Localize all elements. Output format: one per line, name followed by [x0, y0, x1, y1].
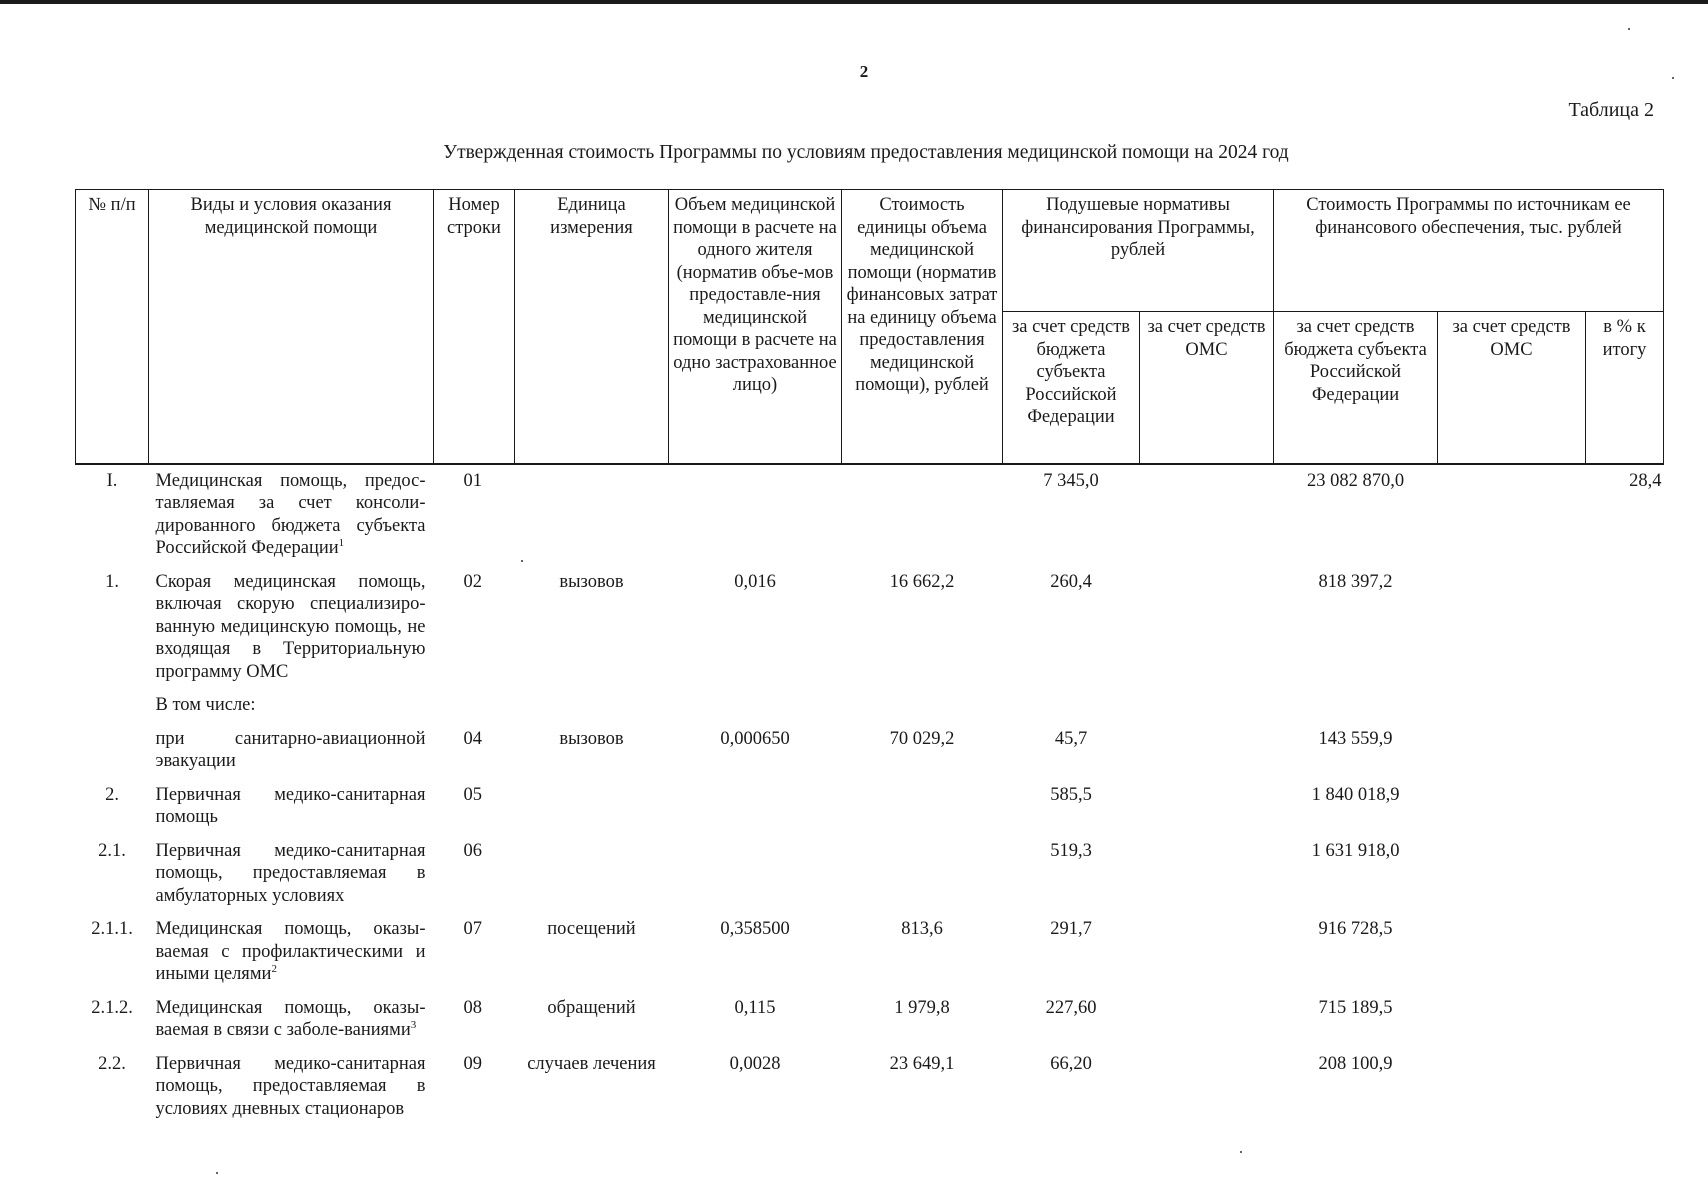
row-total-budget-text: 715 189,5: [1318, 997, 1393, 1018]
row-name: [149, 779, 434, 835]
row-num: [76, 1048, 149, 1127]
row-total-budget: [1274, 779, 1438, 835]
row-volume: [669, 723, 842, 779]
row-percap-budget-text: 519,3: [1050, 840, 1092, 861]
row-num: [76, 689, 149, 723]
row-unit-cost: [842, 566, 1003, 690]
row-volume: [669, 835, 842, 914]
row-unit-cost: [842, 913, 1003, 992]
row-percap-budget-text: 227,60: [1045, 997, 1097, 1018]
row-unit-cost: [842, 835, 1003, 914]
row-percap-budget: [1003, 723, 1140, 779]
row-unit-text: вызовов: [559, 571, 624, 592]
table-label: Таблица 2: [1568, 99, 1654, 121]
row-total-oms: [1438, 689, 1586, 723]
row-num-text: 2.: [105, 784, 119, 805]
row-percap-budget: [1003, 992, 1140, 1048]
row-name: [149, 913, 434, 992]
row-total-budget-text: 208 100,9: [1318, 1053, 1393, 1074]
row-name-text: Скорая медицинская помощь, включая скорую специализиро-ванную медицинскую помощь, не входящая в Территориальную программу ОМС: [155, 571, 426, 682]
row-line-number-text: 05: [463, 784, 482, 805]
row-percap-oms: [1140, 779, 1274, 835]
header-volume: Объем медицинской помощи в расчете на одного жителя (норматив объе-мов предоставле-ния медицинской помощи в расчете на одно застрахованное лицо): [669, 190, 842, 464]
row-num-text: 2.1.1.: [91, 919, 133, 939]
row-percap-budget-text: 291,7: [1050, 919, 1092, 939]
row-unit-cost-text: 23 649,1: [889, 1053, 955, 1074]
row-line-number: [434, 464, 515, 566]
row-line-number-text: 02: [463, 571, 482, 592]
row-line-number: [434, 689, 515, 723]
row-num: [76, 835, 149, 914]
row-total-pct-text: 28,4: [1629, 470, 1662, 491]
row-percap-budget: [1003, 689, 1140, 723]
row-total-oms: [1438, 464, 1586, 566]
row-percap-budget: [1003, 913, 1140, 992]
header-total-budget: за счет средств бюджета субъекта Российской Федерации: [1274, 312, 1438, 464]
header-unit: Единица измерения: [515, 190, 669, 464]
row-volume: [669, 992, 842, 1048]
row-total-budget: [1274, 566, 1438, 690]
row-volume-text: 0,115: [734, 997, 776, 1018]
row-name: [149, 566, 434, 690]
row-total-oms: [1438, 779, 1586, 835]
row-unit-text: вызовов: [559, 728, 624, 749]
row-volume: [669, 913, 842, 992]
table-row: [76, 992, 1664, 1048]
row-percap-oms: [1140, 913, 1274, 992]
row-name-text: В том числе:: [155, 695, 256, 715]
row-total-budget-text: 23 082 870,0: [1306, 470, 1405, 491]
row-name-text: Медицинская помощь, оказы-ваемая в связи с заболе-ваниями: [155, 997, 426, 1040]
row-total-oms: [1438, 835, 1586, 914]
table-row: [76, 689, 1664, 723]
row-name: [149, 689, 434, 723]
table-row: [76, 566, 1664, 690]
row-volume: [669, 779, 842, 835]
row-total-oms: [1438, 992, 1586, 1048]
row-line-number: [434, 992, 515, 1048]
top-border: [0, 0, 1708, 4]
row-total-budget-text: 1 631 918,0: [1311, 840, 1400, 861]
row-unit: [515, 723, 669, 779]
row-percap-oms: [1140, 464, 1274, 566]
row-name-text: Первичная медико-санитарная помощь: [155, 784, 426, 827]
header-cost: Стоимость единицы объема медицинской помощи (норматив финансовых затрат на единицу объема предоставления медицинской помощи), рублей: [842, 190, 1003, 464]
row-line-number: [434, 779, 515, 835]
row-unit-cost: [842, 1048, 1003, 1127]
row-percap-budget-text: 260,4: [1050, 571, 1092, 592]
header-percap-group: Подушевые нормативы финансирования Программы, рублей: [1003, 190, 1274, 312]
row-unit: [515, 689, 669, 723]
row-total-budget: [1274, 723, 1438, 779]
row-num: [76, 566, 149, 690]
row-name-text: Медицинская помощь, оказы-ваемая с профилактическими и иными целями: [155, 919, 426, 984]
row-total-pct: [1586, 566, 1664, 690]
row-total-pct: [1586, 689, 1664, 723]
table-row: [76, 464, 1664, 566]
row-volume: [669, 464, 842, 566]
row-unit: [515, 779, 669, 835]
table-body: [76, 464, 1664, 1127]
row-num-text: 2.2.: [98, 1053, 126, 1074]
row-total-oms: [1438, 723, 1586, 779]
row-unit-text: случаев лечения: [527, 1053, 656, 1074]
row-total-budget: [1274, 913, 1438, 992]
row-unit-cost: [842, 723, 1003, 779]
table-row: [76, 779, 1664, 835]
document-title: Утвержденная стоимость Программы по условиям предоставления медицинской помощи на 2024 год: [443, 142, 1289, 163]
header-total-oms: за счет средств ОМС: [1438, 312, 1586, 464]
row-percap-oms: [1140, 1048, 1274, 1127]
table-row: [76, 913, 1664, 992]
row-total-pct: [1586, 723, 1664, 779]
row-unit: [515, 992, 669, 1048]
row-volume-text: 0,000650: [720, 728, 790, 749]
row-num-text: 1.: [105, 571, 119, 592]
row-percap-budget: [1003, 464, 1140, 566]
header-percap-budget: за счет средств бюджета субъекта Российской Федерации: [1003, 312, 1140, 464]
row-unit-text: обращений: [547, 997, 636, 1018]
row-line-number: [434, 913, 515, 992]
row-line-number: [434, 566, 515, 690]
row-percap-budget-text: 45,7: [1054, 728, 1088, 749]
row-percap-oms: [1140, 835, 1274, 914]
row-unit: [515, 1048, 669, 1127]
row-total-oms: [1438, 1048, 1586, 1127]
row-percap-budget: [1003, 779, 1140, 835]
row-total-pct: [1586, 835, 1664, 914]
row-unit-cost-text: 16 662,2: [889, 571, 955, 592]
row-total-pct: [1586, 464, 1664, 566]
table-row: [76, 1048, 1664, 1127]
row-line-number-text: 08: [463, 997, 482, 1018]
row-total-pct: [1586, 779, 1664, 835]
row-name-text: Медицинская помощь, предос-тавляемая за счет консоли-дированного бюджета субъекта Российской Федерации: [155, 470, 426, 558]
row-total-oms: [1438, 566, 1586, 690]
row-percap-oms: [1140, 566, 1274, 690]
header-kind: Виды и условия оказания медицинской помощи: [149, 190, 434, 464]
row-total-budget: [1274, 992, 1438, 1048]
row-line-number-text: 07: [463, 919, 482, 939]
row-total-budget-text: 1 840 018,9: [1311, 784, 1400, 805]
table-row: [76, 835, 1664, 914]
row-name-text: Первичная медико-санитарная помощь, предоставляемая в амбулаторных условиях: [155, 840, 426, 906]
row-total-pct: [1586, 1048, 1664, 1127]
row-unit-cost: [842, 779, 1003, 835]
row-line-number-text: 09: [463, 1053, 482, 1074]
row-total-budget-text: 818 397,2: [1318, 571, 1393, 592]
row-unit-cost: [842, 464, 1003, 566]
row-total-budget: [1274, 1048, 1438, 1127]
row-num: [76, 464, 149, 566]
header-total-group: Стоимость Программы по источникам ее финансового обеспечения, тыс. рублей: [1274, 190, 1664, 312]
row-name: [149, 464, 434, 566]
scan-speck: [1672, 77, 1674, 79]
row-name-text: при санитарно-авиационной эвакуации: [155, 728, 426, 771]
footnote-marker: 3: [410, 1019, 417, 1031]
row-percap-budget-text: 66,20: [1050, 1053, 1092, 1074]
row-num: [76, 913, 149, 992]
row-num-text: I.: [106, 470, 118, 491]
header-total-pct: в % к итогу: [1586, 312, 1664, 464]
table-row: [76, 723, 1664, 779]
row-percap-budget-text: 585,5: [1050, 784, 1092, 805]
row-name: [149, 992, 434, 1048]
scan-speck: [521, 560, 523, 562]
row-name: [149, 723, 434, 779]
scan-speck: [216, 1172, 218, 1174]
table-header: [76, 190, 1664, 464]
row-volume: [669, 566, 842, 690]
row-unit-cost: [842, 992, 1003, 1048]
row-total-budget: [1274, 464, 1438, 566]
scan-speck: [1628, 28, 1630, 30]
row-percap-budget: [1003, 835, 1140, 914]
row-unit-cost-text: 1 979,8: [894, 997, 950, 1018]
row-total-budget-text: 916 728,5: [1318, 919, 1393, 939]
footnote-marker: 2: [271, 963, 277, 975]
header-row: Номер строки: [434, 190, 515, 464]
row-num: [76, 992, 149, 1048]
row-total-budget-text: 143 559,9: [1318, 728, 1393, 749]
row-volume-text: 0,016: [734, 571, 776, 592]
header-num: № п/п: [76, 190, 149, 464]
footnote-marker: 1: [338, 537, 345, 549]
row-name: [149, 835, 434, 914]
row-percap-budget-text: 7 345,0: [1043, 470, 1099, 491]
row-unit-cost-text: 813,6: [901, 919, 943, 939]
row-num: [76, 779, 149, 835]
row-volume: [669, 1048, 842, 1127]
row-unit-cost: [842, 689, 1003, 723]
row-percap-budget: [1003, 566, 1140, 690]
row-num: [76, 723, 149, 779]
row-volume: [669, 689, 842, 723]
row-line-number: [434, 723, 515, 779]
row-name: [149, 1048, 434, 1127]
row-line-number-text: 04: [463, 728, 482, 749]
row-percap-oms: [1140, 689, 1274, 723]
row-total-budget: [1274, 835, 1438, 914]
row-total-pct: [1586, 913, 1664, 992]
row-total-budget: [1274, 689, 1438, 723]
row-line-number: [434, 835, 515, 914]
row-unit-text: посещений: [547, 919, 636, 939]
row-percap-budget: [1003, 1048, 1140, 1127]
cost-table: [75, 189, 1664, 1126]
row-num-text: 2.1.: [98, 840, 126, 861]
page-number: 2: [859, 62, 869, 81]
header-percap-oms: за счет средств ОМС: [1140, 312, 1274, 464]
row-line-number: [434, 1048, 515, 1127]
row-total-oms: [1438, 913, 1586, 992]
row-unit: [515, 913, 669, 992]
row-total-pct: [1586, 992, 1664, 1048]
row-volume-text: 0,0028: [729, 1053, 781, 1074]
scan-speck: [1240, 1151, 1242, 1153]
row-unit: [515, 464, 669, 566]
row-percap-oms: [1140, 723, 1274, 779]
row-name-text: Первичная медико-санитарная помощь, предоставляемая в условиях дневных стационаров: [155, 1053, 426, 1119]
row-percap-oms: [1140, 992, 1274, 1048]
row-num-text: 2.1.2.: [91, 997, 133, 1018]
row-unit-cost-text: 70 029,2: [889, 728, 955, 749]
row-unit: [515, 835, 669, 914]
row-line-number-text: 01: [463, 470, 482, 491]
row-unit: [515, 566, 669, 690]
row-line-number-text: 06: [463, 840, 482, 861]
row-volume-text: 0,358500: [720, 919, 790, 939]
